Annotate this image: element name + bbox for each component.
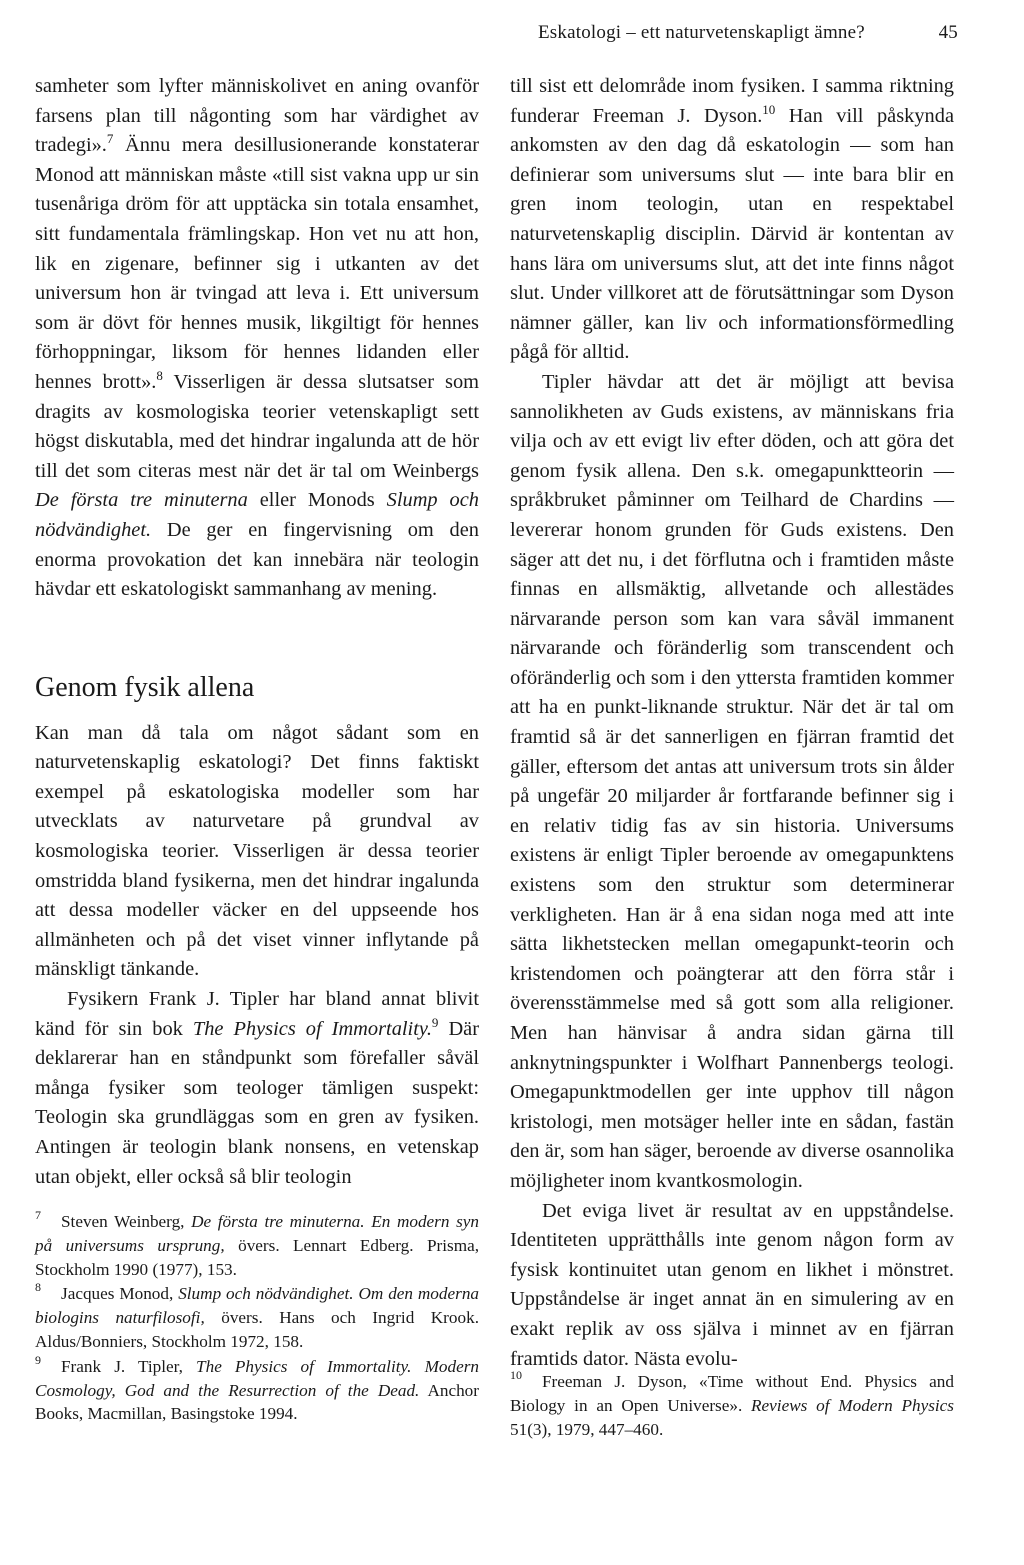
paragraph-right-3: Det eviga livet är resultat av en uppståndelse. Identiteten upprätthålls inte genom någon form av fysisk kontinuitet utan genom en likhet i mönstret. Uppståndelse är inget annat än en simulering av en exakt replik av oss själva i minnet av en fjärran framtids dator. Nästa evolu- xyxy=(510,1199,954,1370)
footnote-ref-9: 9 xyxy=(431,1014,439,1030)
paragraph-right-1: till sist ett delområde inom fysiken. I samma riktning funderar Freeman J. Dyson.$^{10}$ Han vill påskynda ankomsten av den dag då eskatologin — som han definierar som universums slut — inte bara blir en gren inom teologin, utan en respektabel naturvetenskaplig disciplin. Därvid är kontentan av hans lära om universums slut, att det inte finns något slut. Under villkoret att de förutsättningar som Dyson nämner gäller, kan liv och informationsförmedling pågå för alltid. xyxy=(510,75,954,364)
footnote-10: $^{10}$ Freeman J. Dyson, «Time without End. Physics and Biology in an Open Universe». Reviews of Modern Physics 51(3), 1979, 447–460. xyxy=(510,1368,954,1439)
footnotes-right xyxy=(510,1370,954,1442)
paragraph-right-2: Tipler hävdar att det är möjligt att bevisa sannolikheten av Guds existens, av människans fria vilja och av ett evigt liv efter döden, och att göra det genom fysik allena. Den s.k. omegapunktteorin — språkbruket påminner om Teilhard de Chardins — levererar honom grunden för Guds existens. Den säger att det nu, i det förflutna och i framtiden måste finnas en allsmäktig, allvetande och allestädes närvarande person som kan vara såväl immanent närvarande och föränderlig som transcendent och oföränderlig och som i den yttersta framtiden kommer att ha en punkt-liknande struktur. När det är tal om framtid så är det sannerligen en fjärran framtid det gäller, eftersom det antas att universum trots sin ålder på ungefär 20 miljarder år fortfarande befinner sig i en relativ tidig fas av sin historia. Universums existens är enligt Tipler beroende av omegapunktens existens som den struktur som determinerar verkligheten. Han är å ena sidan noga med att inte sätta likhetstecken mellan omegapunkt-teorin och kristendomen och poängterar att den förra står i överensstämmelse med så gott som alla religioner. Men han hänvisar å andra sidan gärna till anknytningspunkter i Wolfhart Pannenbergs teologi. Omegapunktmodellen ger inte upphov till någon kristologi, men motsäger heller inte en sådan, fastän den är, som han säger, beroende av diverse osannolika möjligheter inom kvantkosmologin. xyxy=(510,370,954,1192)
running-head-title: Eskatologi – ett naturvetenskapligt ämne? xyxy=(538,22,865,43)
footnote-ref-8: 8 xyxy=(156,367,163,383)
section-heading: Genom fysik allena xyxy=(35,671,255,703)
paragraph-left-1: samheter som lyfter människolivet en aning ovanför farsens plan till någonting som har värdighet av tradegi».$^7$ Ännu mera desillusionerande konstaterar Monod att människan måste «till sist vakna upp ur sin tusenåriga dröm för att upptäcka sin totala ensamhet, sitt fundamentala främlingskap. Hon vet nu att hon, lik en zigenare, befinner sig i utkanten av det universum hon är tvingad att leva i. Ett universum som är dövt för hennes musik, likgiltigt för hennes förhoppningar, liksom för hennes lidanden eller hennes brott».$^8$ Visserligen är dessa slutsatser som dragits av kosmologiska teorier vetenskapligt sett högst diskutabla, med det hindrar ingalunda att de hör till det som citeras mest när det är tal om Weinbergs De första tre minuterna eller Monods Slump och nödvändighet. De ger en fingervisning om den enorma provokation det kan innebära när teologin hävdar ett eskatologiskt sammanhang av mening. xyxy=(35,75,480,601)
book-title: De första tre minuterna xyxy=(35,489,248,512)
right-column xyxy=(510,72,954,1374)
book-title: Slump och nödvändighet. xyxy=(35,489,479,541)
running-head xyxy=(538,22,958,52)
footnote-ref-10: 10 xyxy=(762,101,776,117)
page-number: 45 xyxy=(938,22,958,43)
footnotes-left xyxy=(35,1210,479,1427)
footnote-7: $^7$ Steven Weinberg, De första tre minuterna. En modern syn på universums ursprung, övers. Lennart Edberg. Prisma, Stockholm 1990 (1977), 153. xyxy=(35,1208,479,1279)
footnote-9: $^9$ Frank J. Tipler, The Physics of Immortality. Modern Cosmology, God and the Resurrection of the Dead. Anchor Books, Macmillan, Basingstoke 1994. xyxy=(35,1352,479,1424)
footnote-ref-7: 7 xyxy=(106,131,114,147)
paragraph-left-3: Fysikern Frank J. Tipler har bland annat blivit känd för sin bok The Physics of Immortality.$^9$ Där deklarerar han en ståndpunkt som förefaller såväl många fysiker som teologer tämligen suspekt: Teologin ska grundläggas som en gren av fysiken. Antingen är teologin blank nonsens, en vetenskap utan objekt, eller också så blir teologin xyxy=(35,988,480,1188)
paragraph-left-2: Kan man då tala om något sådant som en naturvetenskaplig eskatologi? Det finns faktiskt exempel på eskatologiska modeller som har utvecklats av naturvetare på grundval av kosmologiska teorier. Visserligen är dessa teorier omstridda bland fysikerna, men det hindrar ingalunda att dessa modeller väcker en del uppseende hos allmänheten och på det viset vinner inflytande på mänskligt tänkande. xyxy=(35,721,479,981)
book-title: The Physics of Immortality. xyxy=(192,1017,432,1040)
left-column xyxy=(35,72,479,1192)
footnote-8: $^8$ Jacques Monod, Slump och nödvändighet. Om den moderna biologins naturfilosofi, övers. Hans och Ingrid Krook. Aldus/Bonniers, Stockholm 1972, 158. xyxy=(35,1280,480,1351)
